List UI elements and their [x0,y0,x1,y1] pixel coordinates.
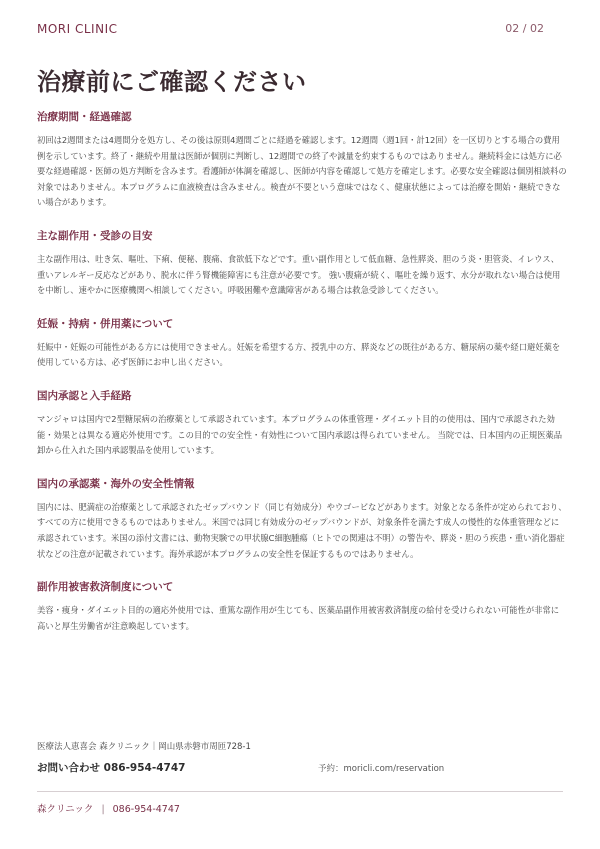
section-side-effects [37,230,567,299]
footer-separator: | [101,804,105,815]
footer-phone[interactable]: 086-954-4747 [112,804,180,815]
section-body: 主な副作用は、吐き気、嘔吐、下痢、便秘、腹痛、食欲低下などです。重い副作用として低血糖、急性膵炎、胆のう炎・胆管炎、イレウス、重いアレルギー反応などがあり、脱水に伴う腎機能障害にも注意が必要です。 強い腹痛が続く、嘔吐を繰り返す、水分が取れない場合は使用を中断し、速やかに医療機関へ相談してください。呼吸困難や意識障害がある場合は救急受診してください。 [37,253,561,296]
footer [37,801,180,815]
footer-clinic-name: 森クリニック [37,804,94,815]
section-body: マンジャロは国内で2型糖尿病の治療薬として承認されています。本プログラムの体重管理・ダイエット目的の使用は、国内で承認された効能・効果とは異なる適応外使用です。この目的での安全性・有効性について国内承認は得られていません。 当院では、日本国内の正規医薬品卸から仕入れた国内承認製品を使用しています。 [37,413,563,456]
section-heading: 副作用被害救済制度について [37,581,174,594]
section-heading: 主な副作用・受診の目安 [37,229,153,242]
page-title: 治療前にご確認ください [37,68,307,96]
section-heading: 妊娠・持病・併用薬について [37,317,174,330]
section-treatment-period [37,111,567,211]
brand-name: MORI CLINIC [37,22,118,36]
section-pregnancy-conditions [37,318,567,371]
section-relief-system [37,581,567,634]
reservation-link[interactable]: 予約：moricli.com/reservation [318,764,445,774]
section-body: 妊娠中・妊娠の可能性がある方には使用できません。妊娠を希望する方、授乳中の方、膵炎などの既往がある方、糖尿病の薬や経口避妊薬を使用している方は、必ず医師にお申し出ください。 [37,341,561,368]
section-overseas-safety [37,478,567,562]
page-indicator: 02 / 02 [505,22,544,35]
section-body: 初回は2週間または4週間分を処方し、その後は原則4週間ごとに経過を確認します。12週間（週1回・計12回）を一区切りとする場合の費用例を示しています。終了・継続や用量は医師が個別に判断し、12週間での終了や減量を約束するものではありません。継続料金には処方に必要な経過確認・医師の処方判断を含みます。看護師が体調を確認し、医師が内容を確認して処方を確定します。必要な安全確認は個別相談料の対象ではありません。本プログラムに血液検査は含みません。検査が不要という意味ではなく、健康状態によっては治療を開始・継続できない場合があります。 [37,135,567,208]
contact-phone[interactable]: お問い合わせ 086-954-4747 [37,762,186,774]
footer-divider [37,791,563,792]
section-heading: 治療期間・経過確認 [37,111,132,123]
section-domestic-approval [37,390,567,459]
clinic-address: 医療法人恵喜会 森クリニック｜岡山県赤磐市周匝728-1 [37,742,251,752]
section-body: 美容・痩身・ダイエット目的の適応外使用では、重篤な副作用が生じても、医薬品副作用被害救済制度の給付を受けられない可能性が非常に高いと厚生労働省が注意喚起しています。 [37,605,560,631]
section-body: 国内には、肥満症の治療薬として承認されたゼップバウンド（同じ有効成分）やウゴービなどがあります。対象となる条件が定められており、すべての方に使用できるものではありません。米国では同じ有効成分のゼップバウンドが、対象条件を満たす成人の慢性的な体重管理などに承認されています。米国の添付文書には、動物実験での甲状腺C細胞腫瘍（ヒトでの関連は不明）の警告や、膵炎・胆のう疾患・重い消化器症状などの注意が記載されています。海外承認が本プログラムの安全性を保証するものではありません。 [37,501,567,559]
section-heading: 国内の承認薬・海外の安全性情報 [37,477,195,490]
section-heading: 国内承認と入手経路 [37,389,132,402]
content [37,111,567,653]
